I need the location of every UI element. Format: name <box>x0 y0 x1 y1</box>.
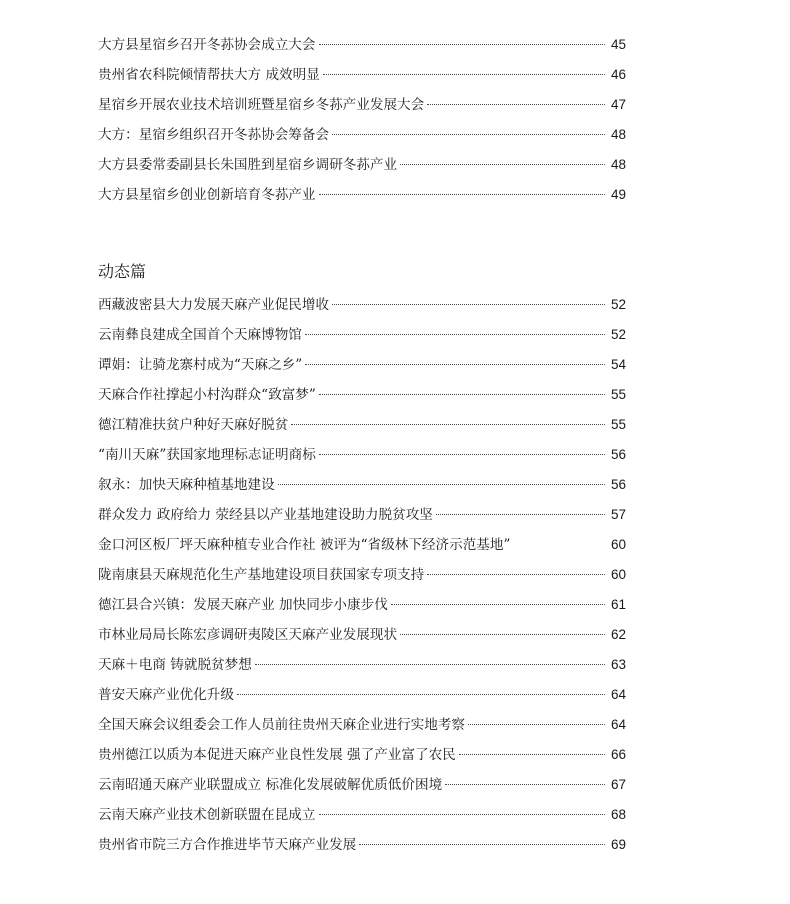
toc-leader-dots <box>305 334 605 335</box>
toc-entry-page: 69 <box>610 837 626 852</box>
toc-entry-page: 61 <box>610 597 626 612</box>
toc-entry[interactable] <box>98 320 626 350</box>
toc-entry-title: 谭娟：让骑龙寨村成为“天麻之乡” <box>98 357 303 373</box>
toc-entry-title: 大方：星宿乡组织召开冬荪协会筹备会 <box>98 127 330 143</box>
toc-entry[interactable] <box>98 650 626 680</box>
toc-entry-page: 60 <box>610 567 626 582</box>
toc-entry[interactable] <box>98 440 626 470</box>
toc-entry-title: 西藏波密县大力发展天麻产业促民增收 <box>98 297 330 313</box>
toc-entry-title: 云南彝良建成全国首个天麻博物馆 <box>98 327 302 343</box>
toc-leader-dots <box>319 454 605 455</box>
toc-leader-dots <box>427 574 605 575</box>
toc-entry-page: 56 <box>610 477 626 492</box>
toc-entry[interactable] <box>98 830 626 860</box>
toc-entry[interactable] <box>98 710 626 740</box>
toc-leader-dots <box>323 74 605 75</box>
toc-leader-dots <box>436 514 605 515</box>
toc-leader-dots <box>319 194 606 195</box>
toc-entry-title: 德江精准扶贫户种好天麻好脱贫 <box>98 417 289 433</box>
toc-entry[interactable] <box>98 800 626 830</box>
toc-entry[interactable] <box>98 530 626 560</box>
toc-entry[interactable] <box>98 500 626 530</box>
toc-leader-dots <box>332 134 605 135</box>
toc-entry-page: 48 <box>610 157 626 172</box>
toc-entry[interactable] <box>98 350 626 380</box>
toc-leader-dots <box>319 814 606 815</box>
toc-entry-title: 金口河区板厂坪天麻种植专业合作社 被评为“省级林下经济示范基地” <box>98 537 511 553</box>
toc-entry[interactable] <box>98 180 626 210</box>
toc-entry-page: 52 <box>610 297 626 312</box>
toc-entry-page: 54 <box>610 357 626 372</box>
toc-entry-page: 62 <box>610 627 626 642</box>
toc-entry[interactable] <box>98 770 626 800</box>
toc-entry-title: 天麻＋电商 铸就脱贫梦想 <box>98 657 252 673</box>
toc-entry[interactable] <box>98 30 626 60</box>
toc-leader-dots <box>391 604 605 605</box>
toc-leader-dots <box>459 754 605 755</box>
toc-entry-title: 大方县星宿乡创业创新培育冬荪产业 <box>98 187 316 203</box>
toc-entry-page: 63 <box>610 657 626 672</box>
toc-entry[interactable] <box>98 290 626 320</box>
toc-entry-title: 星宿乡开展农业技术培训班暨星宿乡冬荪产业发展大会 <box>98 97 425 113</box>
toc-entry-page: 64 <box>610 717 626 732</box>
toc-entry[interactable] <box>98 380 626 410</box>
toc-entry-title: 普安天麻产业优化升级 <box>98 687 234 703</box>
toc-entry[interactable] <box>98 620 626 650</box>
toc-entry-title: 市林业局局长陈宏彦调研夷陵区天麻产业发展现状 <box>98 627 398 643</box>
toc-entry-title: 贵州德江以质为本促进天麻产业良性发展 强了产业富了农民 <box>98 747 456 763</box>
toc-leader-dots <box>332 304 605 305</box>
toc-entry-page: 64 <box>610 687 626 702</box>
toc-entry-title: 陇南康县天麻规范化生产基地建设项目获国家专项支持 <box>98 567 425 583</box>
toc-entry-page: 49 <box>610 187 626 202</box>
toc-leader-dots <box>319 44 606 45</box>
toc-entry-title: “南川天麻”获国家地理标志证明商标 <box>98 447 316 463</box>
toc-entry-page: 52 <box>610 327 626 342</box>
toc-entry[interactable] <box>98 560 626 590</box>
toc-leader-dots <box>400 634 605 635</box>
toc-entry-title: 全国天麻会议组委会工作人员前往贵州天麻企业进行实地考察 <box>98 717 466 733</box>
toc-entry[interactable] <box>98 470 626 500</box>
toc-entry-page: 56 <box>610 447 626 462</box>
toc-entry-page: 66 <box>610 747 626 762</box>
toc-leader-dots <box>305 364 605 365</box>
toc-leader-dots <box>291 424 605 425</box>
toc-entry[interactable] <box>98 90 626 120</box>
toc-entry-title: 贵州省市院三方合作推进毕节天麻产业发展 <box>98 837 357 853</box>
toc-entry-page: 55 <box>610 417 626 432</box>
toc-entry[interactable] <box>98 590 626 620</box>
toc-entry-title: 大方县委常委副县长朱国胜到星宿乡调研冬荪产业 <box>98 157 398 173</box>
toc-leader-dots <box>468 724 605 725</box>
toc-entry-title: 贵州省农科院倾情帮扶大方 成效明显 <box>98 67 320 83</box>
toc-entry-title: 大方县星宿乡召开冬荪协会成立大会 <box>98 37 316 53</box>
toc-leader-dots <box>427 104 605 105</box>
toc-leader-dots <box>255 664 605 665</box>
toc-entry[interactable] <box>98 60 626 90</box>
toc-entry-page: 68 <box>610 807 626 822</box>
toc-leader-dots <box>237 694 605 695</box>
toc-entry[interactable] <box>98 120 626 150</box>
toc-entry-page: 60 <box>610 537 626 552</box>
toc-entry[interactable] <box>98 680 626 710</box>
toc-entry-page: 47 <box>610 97 626 112</box>
toc-section-dynamics <box>98 260 626 860</box>
toc-entry-title: 云南天麻产业技术创新联盟在昆成立 <box>98 807 316 823</box>
section-heading: 动态篇 <box>98 262 147 281</box>
toc-leader-dots <box>319 394 605 395</box>
toc-list-top <box>98 30 626 210</box>
toc-leader-dots <box>359 844 605 845</box>
toc-leader-dots <box>445 784 605 785</box>
toc-entry-page: 46 <box>610 67 626 82</box>
toc-entry[interactable] <box>98 740 626 770</box>
toc-entry-page: 67 <box>610 777 626 792</box>
toc-entry-page: 48 <box>610 127 626 142</box>
toc-entry[interactable] <box>98 150 626 180</box>
toc-leader-dots <box>400 164 605 165</box>
toc-entry[interactable] <box>98 410 626 440</box>
toc-entry-page: 55 <box>610 387 626 402</box>
toc-entry-title: 群众发力 政府给力 荥经县以产业基地建设助力脱贫攻坚 <box>98 507 433 523</box>
toc-entry-page: 57 <box>610 507 626 522</box>
toc-entry-title: 云南昭通天麻产业联盟成立 标准化发展破解优质低价困境 <box>98 777 443 793</box>
toc-entry-page: 45 <box>610 37 626 52</box>
toc-entry-title: 天麻合作社撑起小村沟群众“致富梦” <box>98 387 316 403</box>
toc-entry-title: 德江县合兴镇：发展天麻产业 加快同步小康步伐 <box>98 597 388 613</box>
toc-entry-title: 叙永：加快天麻种植基地建设 <box>98 477 275 493</box>
toc-leader-dots <box>278 484 605 485</box>
